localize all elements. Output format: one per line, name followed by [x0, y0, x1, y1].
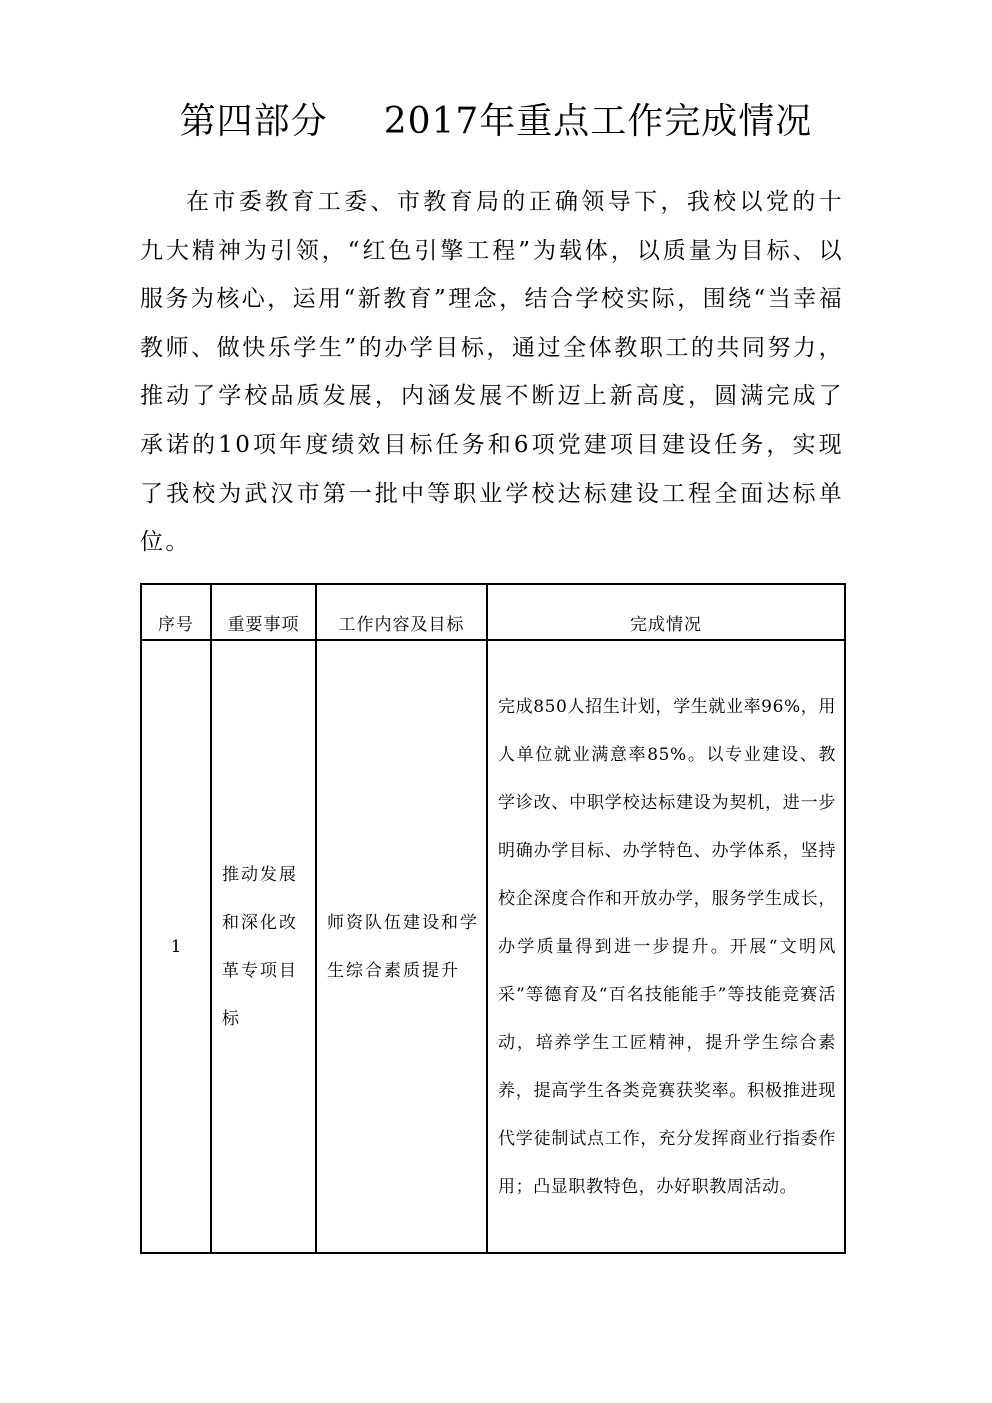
table-header-row [141, 584, 845, 640]
header-status: 完成情况 [487, 584, 845, 640]
row-index-cell: 1 [141, 640, 211, 1253]
header-content: 工作内容及目标 [316, 584, 487, 640]
row-content-cell: 师资队伍建设和学生综合素质提升 [316, 640, 487, 1253]
table-row [141, 640, 845, 1253]
row-item-cell: 推动发展和深化改革专项目标 [211, 640, 316, 1253]
header-item: 重要事项 [211, 584, 316, 640]
title-heading: 2017年重点工作完成情况 [383, 101, 813, 142]
intro-paragraph: 在市委教育工委、市教育局的正确领导下，我校以党的十九大精神为引领，“红色引擎工程”为载体，以质量为目标、以服务为核心，运用“新教育”理念，结合学校实际，围绕“当幸福教师、做快乐学生”的办学目标，通过全体教职工的共同努力，推动了学校品质发展，内涵发展不断迈上新高度，圆满完成了承诺的10项年度绩效目标任务和6项党建项目建设任务，实现了我校为武汉市第一批中等职业学校达标建设工程全面达标单位。 [140, 189, 844, 556]
row-status-cell: 完成850人招生计划，学生就业率96%，用人单位就业满意率85%。以专业建设、教学诊改、中职学校达标建设为契机，进一步明确办学目标、办学特色、办学体系，坚持校企深度合作和开放办学，服务学生成长，办学质量得到进一步提升。开展“文明风采”等德育及“百名技能能手”等技能竞赛活动，培养学生工匠精神，提升学生综合素养，提高学生各类竞赛获奖率。积极推进现代学徒制试点工作，充分发挥商业行指委作用；凸显职教特色，办好职教周活动。 [487, 640, 845, 1253]
title-section-label: 第四部分 [179, 101, 328, 142]
header-index: 序号 [141, 584, 211, 640]
work-completion-table [140, 583, 846, 1254]
page-title [0, 96, 992, 148]
